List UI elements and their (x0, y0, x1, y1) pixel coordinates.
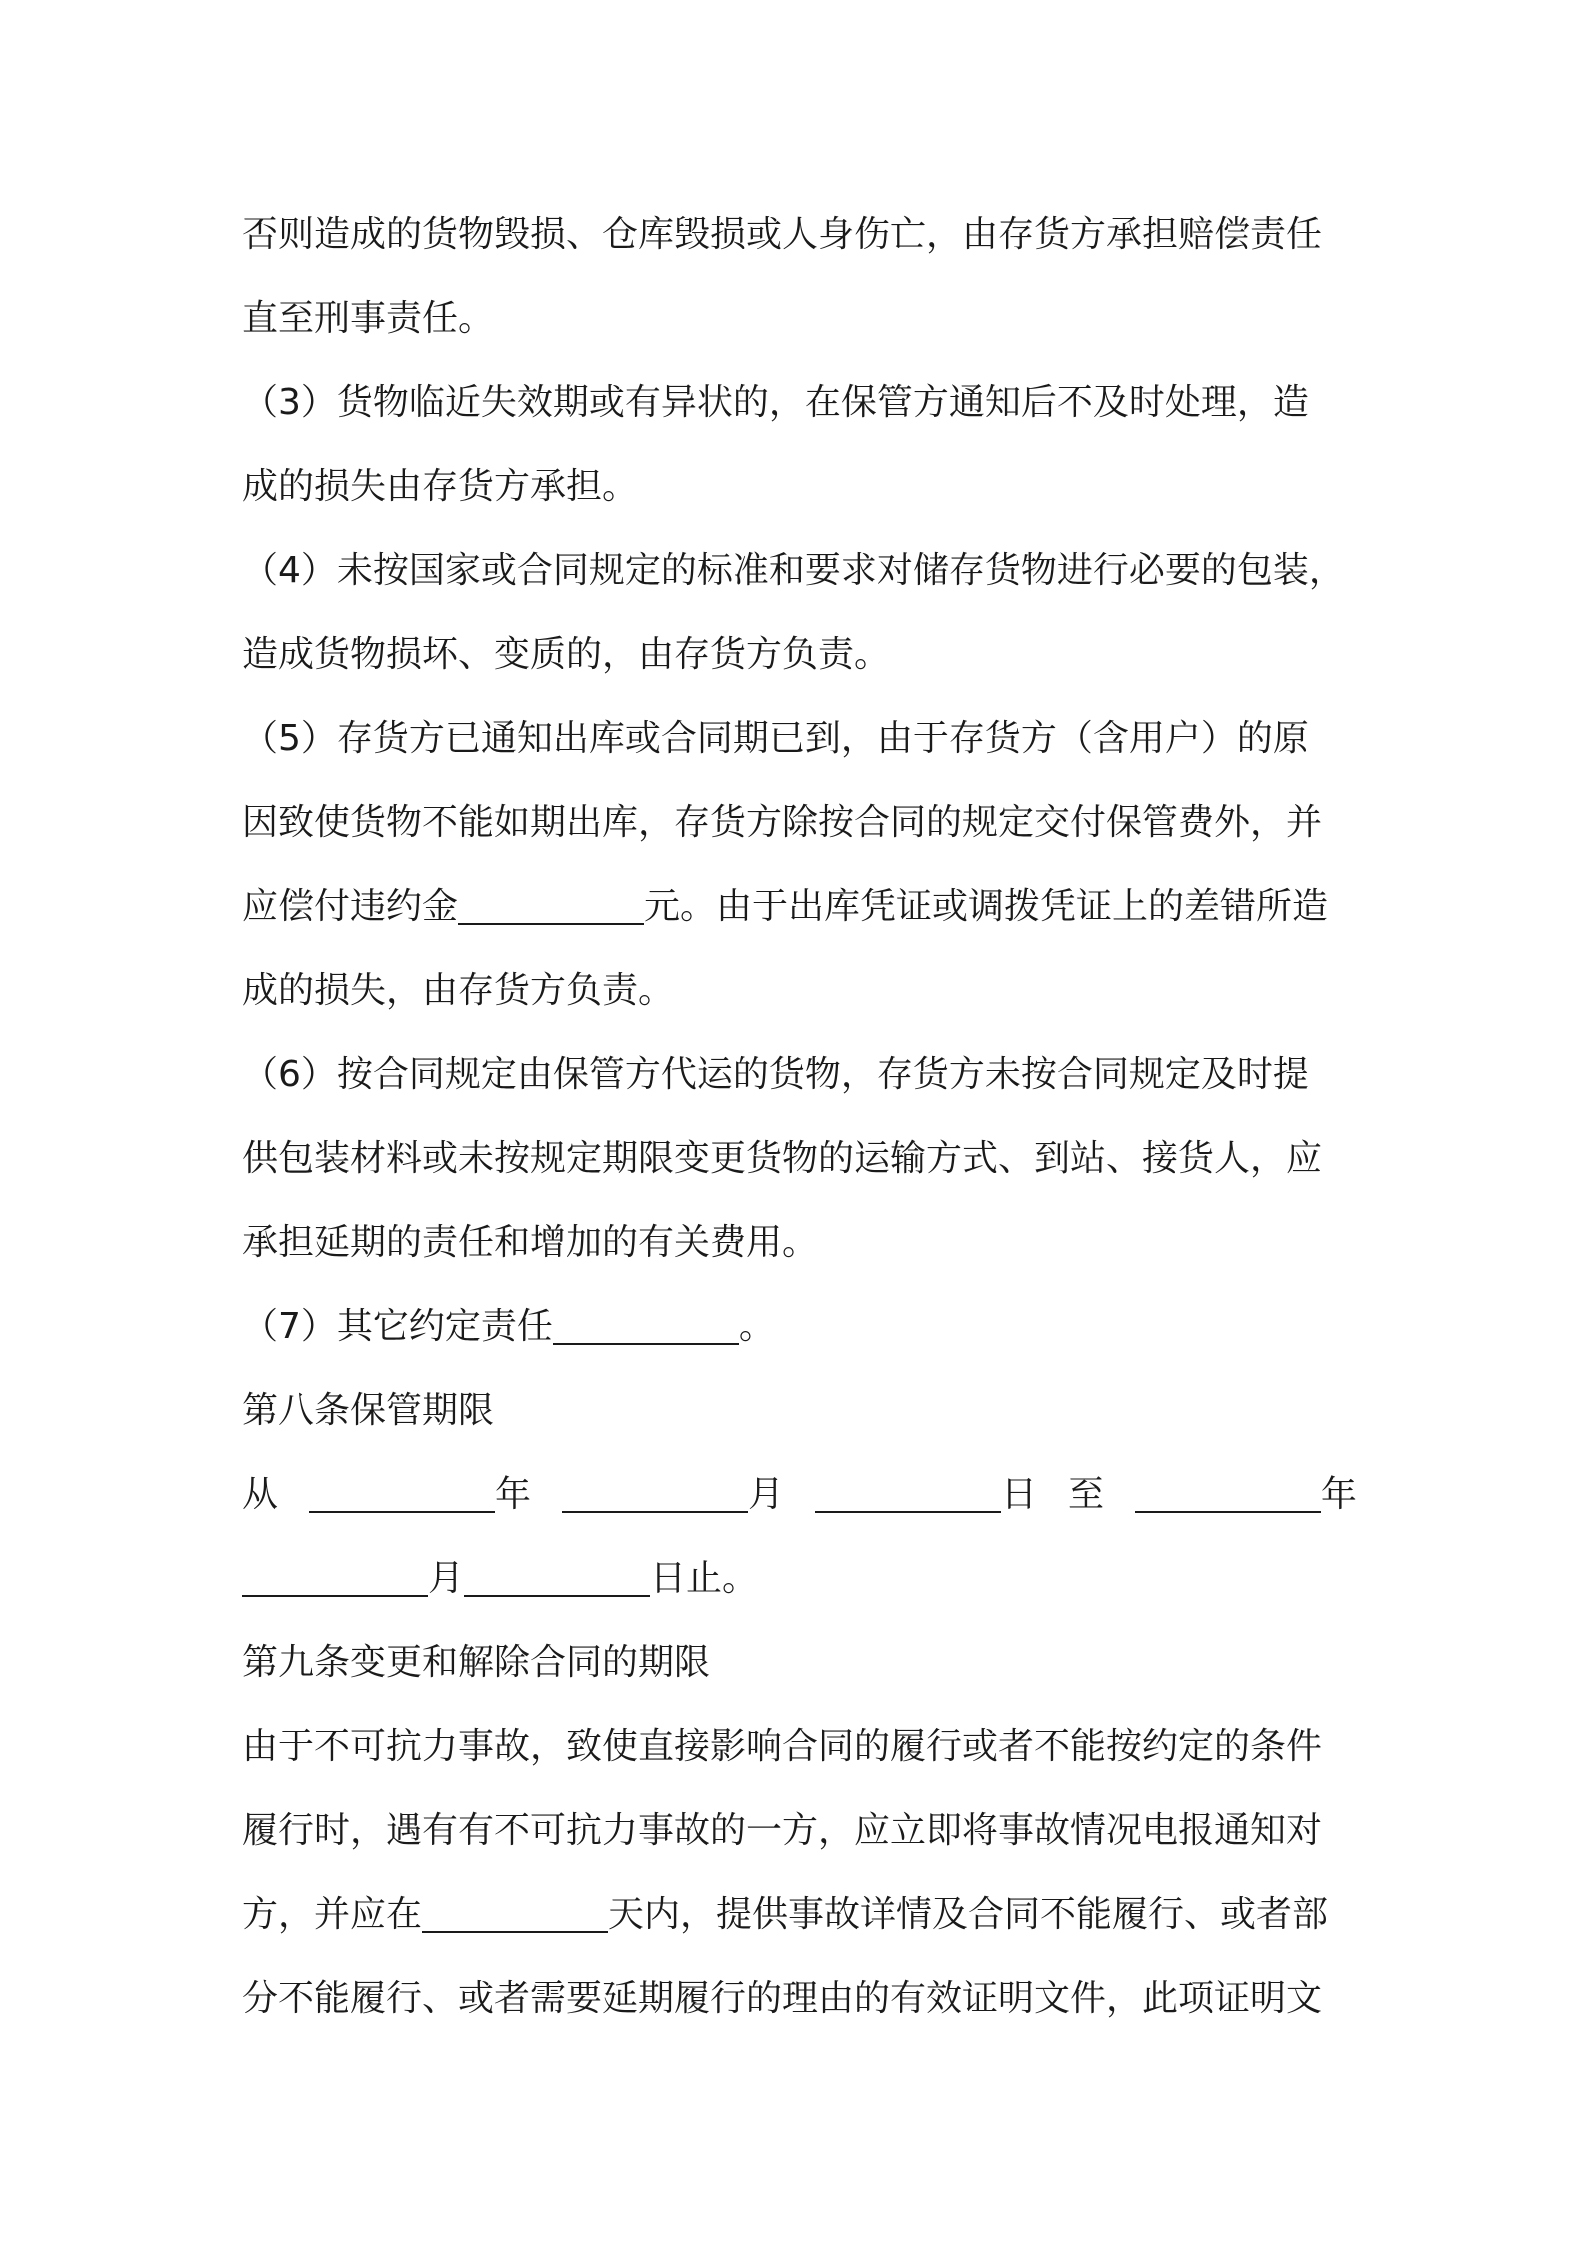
text-line: 由于不可抗力事故，致使直接影响合同的履行或者不能按约定的条件 (242, 1726, 1323, 1767)
other-liability-line (242, 1285, 1357, 1369)
penalty-line (242, 865, 1357, 949)
start-month-blank[interactable] (562, 1463, 748, 1513)
notice-days-rest: 天内，提供事故详情及合同不能履行、或者部 (608, 1894, 1329, 1935)
text-line: 否则造成的货物毁损、仓库毁损或人身伤亡，由存货方承担赔偿责任 (242, 214, 1323, 255)
penalty-amount-blank[interactable] (458, 875, 644, 925)
other-liability-blank[interactable] (553, 1295, 739, 1345)
other-liability-end: 。 (738, 1306, 775, 1347)
end-year-blank[interactable] (1135, 1463, 1321, 1513)
year-label: 年 (494, 1474, 531, 1515)
storage-period-line (242, 1453, 1357, 1537)
text-line: （4）未按国家或合同规定的标准和要求对储存货物进行必要的包装， (242, 550, 1345, 591)
penalty-rest: 元。由于出库凭证或调拨凭证上的差错所造 (644, 886, 1329, 927)
document-body (242, 193, 1357, 2041)
start-day-field (815, 1453, 1037, 1537)
article-9-heading: 第九条变更和解除合同的期限 (242, 1642, 711, 1683)
end-label: 日止。 (650, 1558, 759, 1599)
to-label: 至 (1067, 1474, 1104, 1515)
notice-days-line (242, 1873, 1357, 1957)
notice-days-label: 方，并应在 (242, 1894, 423, 1935)
storage-period-end-line (242, 1537, 1357, 1621)
notice-days-blank[interactable] (422, 1883, 608, 1933)
penalty-label: 应偿付违约金 (242, 886, 459, 927)
text-line: 成的损失由存货方承担。 (242, 466, 639, 507)
text-line: 因致使货物不能如期出库，存货方除按合同的规定交付保管费外，并 (242, 802, 1323, 843)
text-line: （6）按合同规定由保管方代运的货物，存货方未按合同规定及时提 (242, 1054, 1309, 1095)
end-month-blank[interactable] (242, 1547, 428, 1597)
text-line: 直至刑事责任。 (242, 298, 495, 339)
end-year-field (1135, 1453, 1357, 1537)
text-line: 成的损失，由存货方负责。 (242, 970, 675, 1011)
month-label: 月 (428, 1558, 465, 1599)
end-day-blank[interactable] (464, 1547, 650, 1597)
text-line: 造成货物损坏、变质的，由存货方负责。 (242, 634, 891, 675)
month-label: 月 (747, 1474, 784, 1515)
text-line: 供包装材料或未按规定期限变更货物的运输方式、到站、接货人，应 (242, 1138, 1323, 1179)
year-label: 年 (1320, 1474, 1357, 1515)
article-8-heading: 第八条保管期限 (242, 1390, 495, 1431)
day-label: 日 (1000, 1474, 1037, 1515)
text-line: 履行时，遇有有不可抗力事故的一方，应立即将事故情况电报通知对 (242, 1810, 1323, 1851)
start-year-field (309, 1453, 531, 1537)
text-line: （3）货物临近失效期或有异状的，在保管方通知后不及时处理，造 (242, 382, 1309, 423)
other-liability-label: （7）其它约定责任 (242, 1306, 553, 1347)
text-line: （5）存货方已通知出库或合同期已到，由于存货方（含用户）的原 (242, 718, 1309, 759)
start-day-blank[interactable] (815, 1463, 1001, 1513)
text-line: 承担延期的责任和增加的有关费用。 (242, 1222, 819, 1263)
start-month-field (562, 1453, 784, 1537)
start-year-blank[interactable] (309, 1463, 495, 1513)
text-line: 分不能履行、或者需要延期履行的理由的有效证明文件，此项证明文 (242, 1978, 1323, 2019)
from-label: 从 (242, 1474, 279, 1515)
